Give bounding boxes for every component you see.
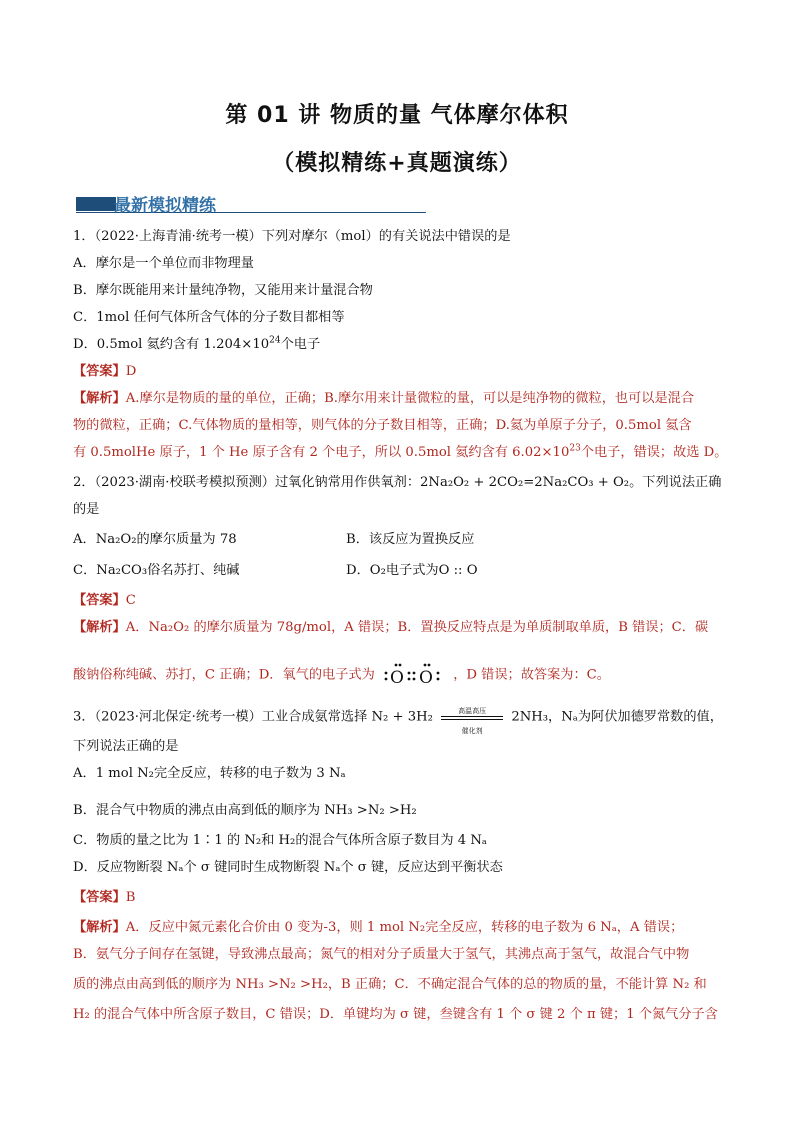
oxygen-lewis-structure — [379, 663, 449, 687]
q1-stem: 1．（2022·上海青浦·统考一模）下列对摩尔（mol）的有关说法中错误的是 — [73, 229, 511, 244]
answer-label: 【答案】 — [73, 593, 126, 608]
q1-option-b: B．摩尔既能用来计量纯净物，又能用来计量混合物 — [73, 283, 373, 298]
q1-option-a: A．摩尔是一个单位而非物理量 — [73, 256, 254, 271]
answer-label: 【答案】 — [73, 890, 126, 905]
q1-explanation-3 — [73, 444, 727, 462]
page-title: 第 01 讲 物质的量 气体摩尔体积 — [225, 103, 569, 128]
q2-option-a: A．Na₂O₂的摩尔质量为 78 — [73, 532, 237, 547]
q2-option-b: B．该反应为置换反应 — [346, 532, 475, 547]
q3-option-a: A．1 mol N₂完全反应，转移的电子数为 3 Nₐ — [73, 766, 346, 781]
q1-explanation-2: 物的微粒，正确；C.气体物质的量相等，则气体的分子数目相等，正确；D.氦为单原子分子，0.5mol 氦含 — [73, 418, 692, 433]
svg-text:O: O — [390, 668, 404, 687]
q1-option-d-exponent: 24 — [269, 335, 281, 346]
q3-option-d: D．反应物断裂 Nₐ个 σ 键同时生成物断裂 Nₐ个 σ 键，反应达到平衡状态 — [73, 860, 503, 875]
q1-explanation-1 — [73, 390, 694, 408]
q3-stem — [73, 707, 723, 735]
q2-explanation-2 — [73, 663, 610, 687]
q1-option-d-tail: 个电子 — [280, 337, 321, 352]
q2-explanation-1 — [73, 619, 708, 637]
q2-stem: 2．（2023·湖南·校联考模拟预测）过氧化钠常用作供氧剂：2Na₂O₂ + 2CO₂=2Na₂CO₃ + O₂。下列说法正确 — [73, 475, 722, 490]
q3-explanation-3: 质的沸点由高到低的顺序为 NH₃ >N₂ >H₂，B 正确；C．不确定混合气体的总的物质的量，不能计算 N₂ 和 — [73, 977, 707, 992]
reaction-condition-bottom: 催化剂 — [461, 727, 483, 735]
explanation-tail: 个电子，错误；故选 D。 — [580, 445, 728, 460]
explanation-label: 【解析】 — [73, 920, 126, 935]
explanation-text: A．Na₂O₂ 的摩尔质量为 78g/mol，A 错误；B．置换反应特点是为单质制取单质，B 错误；C．碳 — [125, 620, 709, 635]
svg-text:O: O — [419, 668, 433, 687]
q2-stem-cont: 的是 — [73, 502, 100, 517]
explanation-text: A．反应中氮元素化合价由 0 变为-3，则 1 mol N₂完全反应，转移的电子数为 6 Nₐ，A 错误； — [125, 920, 684, 935]
reaction-arrow — [437, 707, 507, 735]
q3-stem-text: 3．（2023·河北保定·统考一模）工业合成氨常选择 N₂ + 3H₂ — [73, 709, 433, 725]
q1-option-d-text: D．0.5mol 氦约含有 1.204×10 — [73, 337, 270, 352]
q3-stem-tail: 2NH₃，Nₐ为阿伏加德罗常数的值， — [511, 709, 723, 725]
answer-value: B — [125, 890, 136, 905]
q1-option-d — [73, 336, 320, 354]
q3-option-b: B．混合气中物质的沸点由高到低的顺序为 NH₃ >N₂ >H₂ — [73, 803, 417, 818]
q3-explanation-1 — [73, 919, 683, 937]
answer-value: C — [125, 593, 136, 608]
section-banner-bar — [76, 197, 116, 211]
q1-answer — [73, 363, 136, 381]
q3-option-c: C．物质的量之比为 1∶1 的 N₂和 H₂的混合气体所含原子数目为 4 Nₐ — [73, 833, 487, 848]
page-subtitle: （模拟精练+真题演练） — [272, 151, 522, 176]
explanation-label: 【解析】 — [73, 620, 126, 635]
explanation-label: 【解析】 — [73, 391, 126, 406]
reaction-arrow-line — [441, 716, 503, 717]
explanation-text: 有 0.5molHe 原子，1 个 He 原子含有 2 个电子，所以 0.5mol 氦约含有 6.02×10 — [73, 445, 570, 460]
q2-option-d: D．O₂电子式为O :: O — [346, 563, 478, 578]
q1-option-c: C．1mol 任何气体所含气体的分子数目都相等 — [73, 310, 345, 325]
reaction-arrow-line-reverse — [441, 719, 503, 720]
q3-answer — [73, 889, 135, 907]
reaction-condition-top: 高温高压 — [458, 707, 487, 715]
q3-explanation-2: B．氨气分子间存在氢键，导致沸点最高；氮气的相对分子质量大于氢气，其沸点高于氢气，故混合气中物 — [73, 947, 690, 962]
explanation-tail: ，D 错误；故答案为：C。 — [453, 667, 610, 683]
q2-option-c: C．Na₂CO₃俗名苏打、纯碱 — [73, 563, 240, 578]
q3-explanation-4: H₂ 的混合气体中所含原子数目，C 错误；D．单键均为 σ 键，叁键含有 1 个 σ 键 2 个 π 键；1 个氮气分子含 — [73, 1007, 718, 1022]
explanation-exponent: 23 — [569, 443, 581, 454]
explanation-text: A.摩尔是物质的量的单位，正确；B.摩尔用来计量微粒的量，可以是纯净物的微粒，也可以是混合 — [125, 391, 695, 406]
explanation-text: 酸钠俗称纯碱、苏打，C 正确；D．氧气的电子式为 — [73, 667, 375, 683]
q2-answer — [73, 592, 136, 610]
q3-stem-cont: 下列说法正确的是 — [73, 739, 179, 754]
section-banner-title: 最新模拟精练 — [114, 196, 216, 216]
answer-value: D — [125, 364, 137, 379]
answer-label: 【答案】 — [73, 364, 126, 379]
lewis-structure-graphic — [379, 663, 449, 687]
